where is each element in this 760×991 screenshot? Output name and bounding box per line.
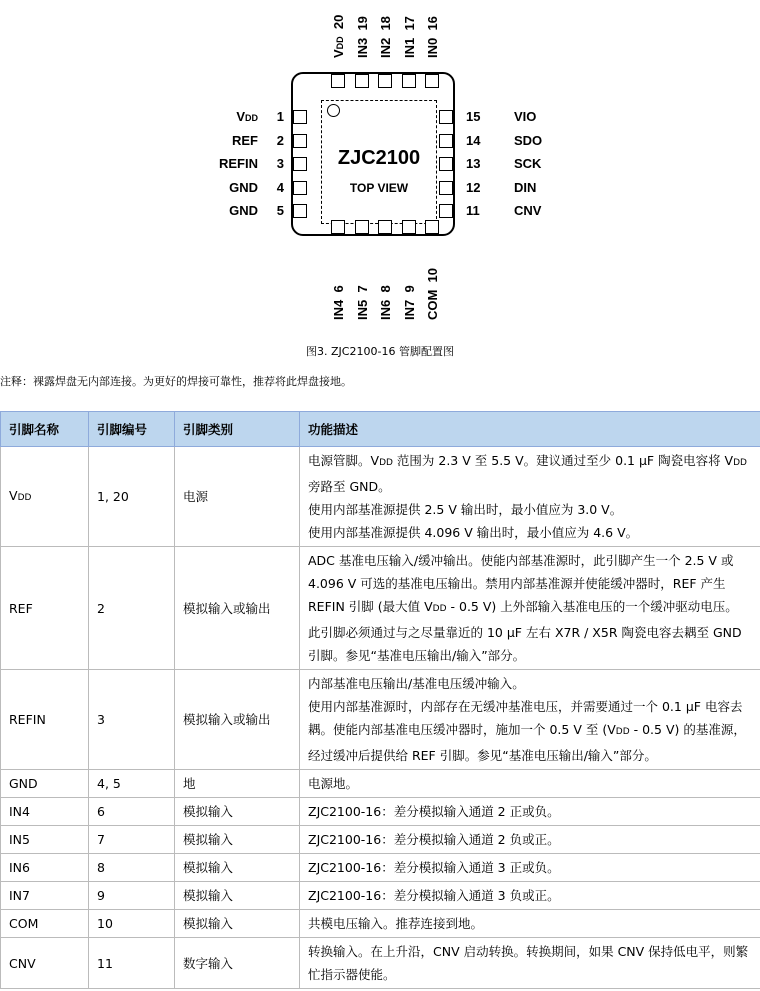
- cell-pin-name: COM: [1, 910, 89, 938]
- pin-label-bottom: IN7 9: [401, 285, 417, 320]
- pin-name: GND: [229, 203, 258, 218]
- pin-right-15: [439, 110, 453, 124]
- cell-pin-name: IN7: [1, 882, 89, 910]
- cell-description: [300, 910, 760, 938]
- pin1-marker: [327, 104, 340, 117]
- cell-pin-number: 7: [89, 826, 175, 854]
- pin-bottom-9: [402, 220, 416, 234]
- pin-top-19: [355, 74, 369, 88]
- cell-description: [300, 882, 760, 910]
- pin-name: GND: [229, 179, 258, 195]
- pin-left-2: [293, 134, 307, 148]
- pin-number: 3: [276, 156, 284, 171]
- cell-pin-type: 电源: [175, 447, 300, 547]
- pin-left-3: [293, 157, 307, 171]
- pin-right-12: [439, 181, 453, 195]
- cell-pin-type: 模拟输入或输出: [175, 547, 300, 670]
- cell-pin-name: REFIN: [1, 670, 89, 770]
- cell-pin-name: IN6: [1, 854, 89, 882]
- header-pin-name: 引脚名称: [1, 412, 89, 447]
- cell-pin-number: 11: [89, 938, 175, 989]
- table-row: [1, 547, 760, 670]
- cell-pin-number: 10: [89, 910, 175, 938]
- cell-pin-type: 模拟输入或输出: [175, 670, 300, 770]
- cell-description: [300, 826, 760, 854]
- pin-number: 4: [276, 179, 284, 195]
- pin-number: 2: [276, 132, 284, 148]
- header-pin-type: 引脚类别: [175, 412, 300, 447]
- cell-pin-number: 6: [89, 798, 175, 826]
- cell-pin-number: 2: [89, 547, 175, 670]
- cell-pin-name: REF: [1, 547, 89, 670]
- note-text: 注释：裸露焊盘无内部连接。为更好的焊接可靠性，推荐将此焊盘接地。: [0, 375, 352, 388]
- description-paragraph: 电源管脚。VDD 范围为 2.3 V 至 5.5 V。建议通过至少 0.1 µF 陶瓷电容将 VDD 旁路至 GND。: [308, 453, 747, 494]
- table-row: [1, 826, 760, 854]
- pin-label-bottom: IN5 7: [354, 285, 370, 320]
- cell-description: [300, 938, 760, 989]
- table-row: [1, 447, 760, 547]
- pin-number: 15: [466, 109, 481, 124]
- pin-bottom-7: [355, 220, 369, 234]
- cell-pin-number: 4, 5: [89, 770, 175, 798]
- pin-name: SCK: [514, 156, 542, 171]
- cell-description: [300, 547, 760, 670]
- pin-name: VDD: [236, 109, 258, 124]
- description-paragraph: 转换输入。在上升沿，CNV 启动转换。转换期间，如果 CNV 保持低电平，则繁忙指示器使能。: [308, 944, 749, 982]
- pin-label-top: IN0 16: [425, 16, 440, 58]
- cell-pin-number: 9: [89, 882, 175, 910]
- pin-top-17: [402, 74, 416, 88]
- pin-label-bottom: IN6 8: [378, 285, 393, 320]
- pin-number: 5: [276, 203, 284, 218]
- cell-pin-type: 模拟输入: [175, 882, 300, 910]
- description-paragraph: 电源地。: [308, 776, 359, 791]
- figure-caption: 图3. ZJC2100-16 管脚配置图: [306, 345, 454, 358]
- description-paragraph: 使用内部基准源提供 4.096 V 输出时，最小值应为 4.6 V。: [308, 525, 639, 540]
- table-row: [1, 910, 760, 938]
- description-paragraph: 使用内部基准源提供 2.5 V 输出时，最小值应为 3.0 V。: [308, 502, 623, 517]
- table-body: [1, 447, 760, 989]
- pin-label-top: IN3 19: [354, 16, 370, 58]
- table-row: [1, 670, 760, 770]
- description-paragraph: 内部基准电压输出/基准电压缓冲输入。: [308, 676, 525, 691]
- cell-pin-type: 模拟输入: [175, 798, 300, 826]
- pin-top-20: [331, 74, 345, 88]
- cell-pin-name: GND: [1, 770, 89, 798]
- pin-name: SDO: [514, 132, 543, 148]
- description-paragraph: 共模电压输入。推荐连接到地。: [308, 916, 484, 931]
- pin-left-4: [293, 181, 307, 195]
- pin-left-5: [293, 204, 307, 218]
- cell-pin-type: 模拟输入: [175, 854, 300, 882]
- header-description: 功能描述: [300, 412, 760, 447]
- cell-pin-name: CNV: [1, 938, 89, 989]
- cell-pin-type: 数字输入: [175, 938, 300, 989]
- cell-description: [300, 670, 760, 770]
- cell-description: [300, 854, 760, 882]
- pin-name: REFIN: [219, 156, 258, 171]
- chip-name: ZJC2100: [337, 147, 421, 169]
- table-header-row: [1, 412, 760, 447]
- pin-number: 11: [466, 203, 480, 218]
- cell-pin-number: 8: [89, 854, 175, 882]
- pin-bottom-6: [331, 220, 345, 234]
- pin-configuration-diagram: [0, 0, 760, 330]
- table-row: [1, 938, 760, 989]
- pin-bottom-10: [425, 220, 439, 234]
- cell-pin-type: 地: [175, 770, 300, 798]
- pin-number: 1: [276, 109, 284, 124]
- cell-pin-name: IN5: [1, 826, 89, 854]
- pin-label-top: IN1 17: [401, 16, 417, 58]
- pin-right-13: [439, 157, 453, 171]
- table-row: [1, 798, 760, 826]
- header-pin-number: 引脚编号: [89, 412, 175, 447]
- top-view-label: TOP VIEW: [349, 181, 409, 195]
- pin-name: CNV: [514, 203, 542, 218]
- pin-label-bottom: COM 10: [425, 267, 440, 320]
- cell-pin-type: 模拟输入: [175, 910, 300, 938]
- cell-pin-number: 1, 20: [89, 447, 175, 547]
- pin-left-1: [293, 110, 307, 124]
- description-paragraph: ZJC2100-16：差分模拟输入通道 2 正或负。: [308, 804, 560, 819]
- pin-right-11: [439, 204, 453, 218]
- cell-description: [300, 798, 760, 826]
- description-paragraph: ZJC2100-16：差分模拟输入通道 3 正或负。: [308, 860, 560, 875]
- cell-pin-number: 3: [89, 670, 175, 770]
- cell-description: [300, 770, 760, 798]
- pin-label-top: IN2 18: [378, 16, 393, 58]
- pin-number: 12: [466, 179, 481, 195]
- description-paragraph: 使用内部基准源时，内部存在无缓冲基准电压，并需要通过一个 0.1 µF 电容去耦。使能内部基准电压缓冲器时，施加一个 0.5 V 至 (VDD - 0.5 V) 的基准源，经过缓冲后提供给 REF 引脚。参见“基准电压输出/输入”部分。: [308, 699, 746, 763]
- pin-label-bottom: IN4 6: [331, 285, 346, 320]
- pin-name: VIO: [514, 109, 537, 124]
- pin-name: REF: [232, 132, 258, 148]
- description-paragraph: ADC 基准电压输入/缓冲输出。使能内部基准源时，此引脚产生一个 2.5 V 或 4.096 V 可选的基准电压输出。禁用内部基准源并使能缓冲器时，REF 产生 REFIN 引脚 (最大值 VDD - 0.5 V) 上外部输入基准电压的一个缓冲驱动电压。: [308, 553, 738, 614]
- table-row: [1, 770, 760, 798]
- pin-bottom-8: [378, 220, 392, 234]
- pin-name: DIN: [514, 179, 537, 195]
- pin-top-18: [378, 74, 392, 88]
- description-paragraph: ZJC2100-16：差分模拟输入通道 2 负或正。: [308, 832, 560, 847]
- pin-top-16: [425, 74, 439, 88]
- cell-pin-name: IN4: [1, 798, 89, 826]
- description-paragraph: ZJC2100-16：差分模拟输入通道 3 负或正。: [308, 888, 560, 903]
- pin-number: 13: [466, 156, 481, 171]
- table-row: [1, 854, 760, 882]
- cell-pin-type: 模拟输入: [175, 826, 300, 854]
- pin-right-14: [439, 134, 453, 148]
- cell-description: [300, 447, 760, 547]
- pin-function-table: [0, 411, 760, 989]
- description-paragraph: 此引脚必须通过与之尽量靠近的 10 µF 左右 X7R / X5R 陶瓷电容去耦至 GND 引脚。参见“基准电压输出/输入”部分。: [308, 625, 742, 663]
- table-row: [1, 882, 760, 910]
- cell-pin-name: VDD: [1, 447, 89, 547]
- pin-label-top: VDD 20: [331, 14, 346, 58]
- pin-number: 14: [466, 132, 481, 148]
